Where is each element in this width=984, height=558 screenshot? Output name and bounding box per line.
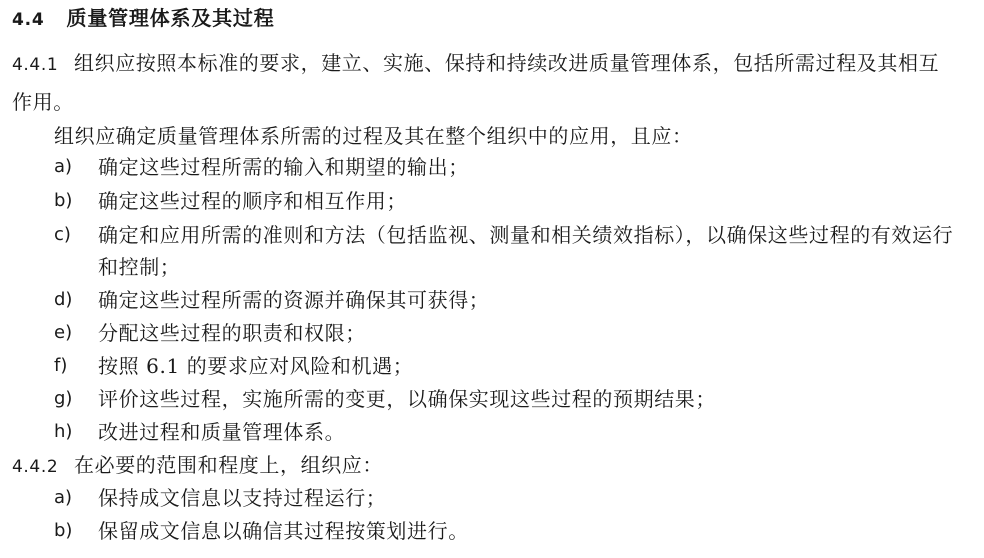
item-marker: h) bbox=[54, 421, 73, 442]
item-marker: e) bbox=[54, 322, 73, 343]
item-marker: c) bbox=[54, 224, 71, 245]
item-text: 确定这些过程所需的资源并确保其可获得； bbox=[98, 288, 490, 312]
item-text: 分配这些过程的职责和权限； bbox=[98, 321, 366, 345]
item-text: 保留成文信息以确信其过程按策划进行。 bbox=[98, 519, 469, 543]
item-text: 评价这些过程，实施所需的变更，以确保实现这些过程的预期结果； bbox=[98, 387, 716, 411]
item-text-continuation: 和控制； bbox=[98, 255, 181, 279]
item-marker: d) bbox=[54, 289, 73, 310]
section-number: 4.4 bbox=[12, 10, 45, 30]
item-marker: a) bbox=[54, 156, 73, 177]
clause-441-number: 4.4.1 bbox=[12, 55, 59, 75]
clause-441-text-line2: 作用。 bbox=[12, 90, 74, 114]
clause-441-intro: 组织应确定质量管理体系所需的过程及其在整个组织中的应用，且应： bbox=[54, 124, 693, 148]
item-text: 改进过程和质量管理体系。 bbox=[98, 420, 346, 444]
clause-442-text: 在必要的范围和程度上，组织应： bbox=[74, 453, 383, 477]
item-text: 保持成文信息以支持过程运行； bbox=[98, 486, 387, 510]
section-heading bbox=[12, 4, 275, 34]
item-marker: b) bbox=[54, 190, 73, 211]
item-marker: f) bbox=[54, 355, 68, 376]
section-title: 质量管理体系及其过程 bbox=[66, 6, 275, 30]
item-marker: g) bbox=[54, 388, 73, 409]
item-marker: b) bbox=[54, 520, 73, 541]
item-text: 确定和应用所需的准则和方法（包括监视、测量和相关绩效指标），以确保这些过程的有效运行 bbox=[98, 223, 954, 247]
item-text: 确定这些过程的顺序和相互作用； bbox=[98, 189, 407, 213]
clause-441-text-line1: 组织应按照本标准的要求，建立、实施、保持和持续改进质量管理体系，包括所需过程及其相互 bbox=[74, 51, 940, 75]
clause-441-line1 bbox=[12, 49, 939, 79]
item-text: 确定这些过程所需的输入和期望的输出； bbox=[98, 155, 469, 179]
clause-442-line bbox=[12, 451, 383, 481]
item-text: 按照 6.1 的要求应对风险和机遇； bbox=[98, 354, 414, 378]
item-marker: a) bbox=[54, 487, 73, 508]
clause-442-number: 4.4.2 bbox=[12, 457, 59, 477]
